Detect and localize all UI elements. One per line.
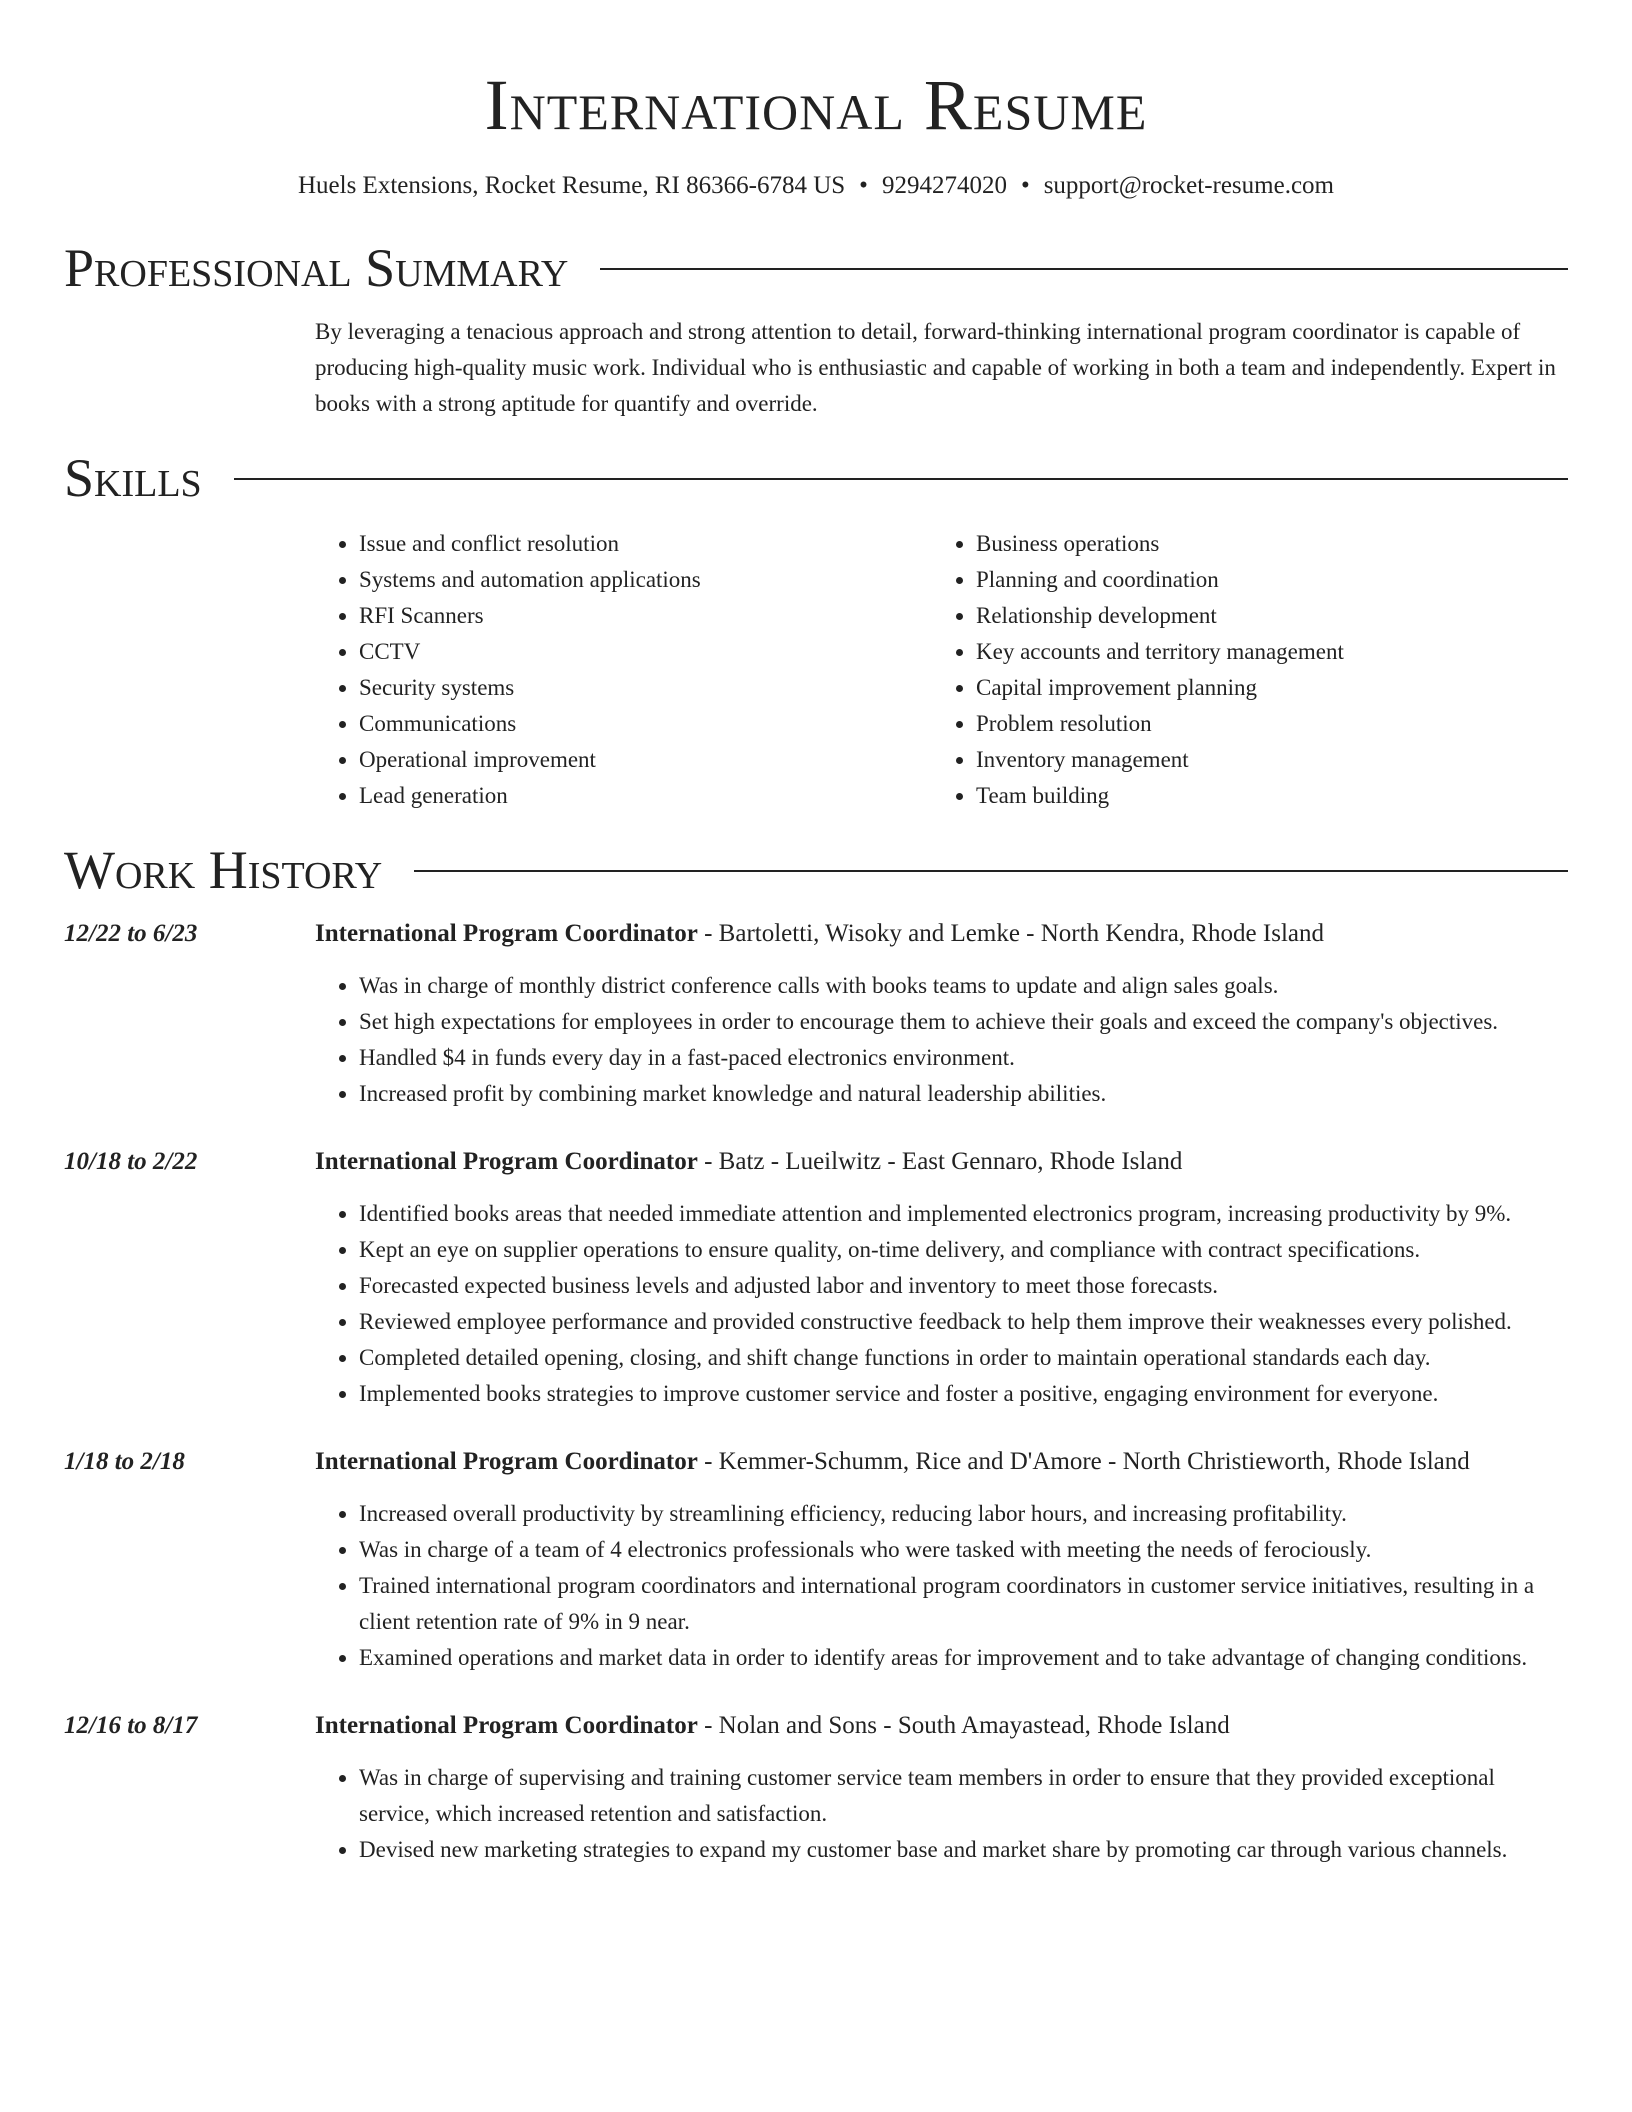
job-position: International Program Coordinator (315, 1448, 698, 1475)
skill-item: • Planning and coordination (976, 562, 1549, 598)
job-details (315, 1708, 1568, 1868)
skill-item: • Key accounts and territory management (976, 634, 1549, 670)
job-entry (64, 1708, 1568, 1868)
skill-item: • CCTV (359, 634, 932, 670)
skill-item: • Operational improvement (359, 742, 932, 778)
skill-item: • Problem resolution (976, 706, 1549, 742)
contact-email: support@rocket-resume.com (1043, 172, 1334, 199)
job-dates: 10/18 to 2/22 (64, 1148, 198, 1175)
job-bullet: • Increased overall productivity by streamlining efficiency, reducing labor hours, and increasing profitability. (359, 1496, 1568, 1532)
job-bullet: • Was in charge of a team of 4 electronics professionals who were tasked with meeting the needs of ferociously. (359, 1532, 1568, 1568)
contact-separator: • (1020, 172, 1030, 199)
job-bullet: • Handled $4 in funds every day in a fast-paced electronics environment. (359, 1040, 1568, 1076)
section-divider (600, 268, 1568, 270)
job-bullets (315, 1760, 1568, 1868)
job-heading (315, 916, 1568, 952)
contact-address: Huels Extensions, Rocket Resume, RI 86366-6784 US (297, 172, 846, 199)
skill-item: • Security systems (359, 670, 932, 706)
job-employer-location: - Kemmer-Schumm, Rice and D'Amore - North Christieworth, Rhode Island (697, 1448, 1470, 1475)
skill-item: • Inventory management (976, 742, 1549, 778)
contact-phone: 9294274020 (881, 172, 1007, 199)
work-section-title: Work History (64, 840, 383, 900)
work-section-header (64, 838, 1568, 902)
job-entry (64, 1444, 1568, 1676)
summary-text: By leveraging a tenacious approach and strong attention to detail, forward-thinking international program coordinator is capable of producing high-quality music work. Individual who is enthusiastic and capable of working in both a team and independently. Expert in books with a strong aptitude for quantify and override. (315, 319, 1556, 416)
skills-section-header (64, 446, 1568, 510)
job-bullet: • Identified books areas that needed immediate attention and implemented electronics program, increasing productivity by 9%. (359, 1196, 1568, 1232)
job-bullet: • Was in charge of monthly district conference calls with books teams to update and align sales goals. (359, 968, 1568, 1004)
job-heading (315, 1144, 1568, 1180)
skill-item: • Team building (976, 778, 1549, 814)
skill-item: • Capital improvement planning (976, 670, 1549, 706)
job-bullet: • Forecasted expected business levels and adjusted labor and inventory to meet those forecasts. (359, 1268, 1568, 1304)
candidate-name: International Resume (484, 65, 1148, 145)
job-bullet: • Set high expectations for employees in order to encourage them to achieve their goals and exceed the company's objectives. (359, 1004, 1568, 1040)
job-bullet: • Trained international program coordinators and international program coordinators in customer service initiatives, resulting in a client retention rate of 9% in 9 near. (359, 1568, 1568, 1640)
job-entry (64, 916, 1568, 1112)
job-bullet: • Examined operations and market data in order to identify areas for improvement and to take advantage of changing conditions. (359, 1640, 1568, 1676)
job-dates: 1/18 to 2/18 (64, 1448, 185, 1475)
job-employer-location: - Batz - Lueilwitz - East Gennaro, Rhode Island (697, 1148, 1183, 1175)
job-dates: 12/22 to 6/23 (64, 920, 198, 947)
job-bullet: • Was in charge of supervising and training customer service team members in order to ensure that they provided exceptional service, which increased retention and satisfaction. (359, 1760, 1568, 1832)
job-bullet: • Increased profit by combining market knowledge and natural leadership abilities. (359, 1076, 1568, 1112)
job-bullet: • Implemented books strategies to improve customer service and foster a positive, engaging environment for everyone. (359, 1376, 1568, 1412)
job-details (315, 1144, 1568, 1412)
job-bullets (315, 1496, 1568, 1676)
contact-separator: • (859, 172, 868, 199)
skills-list (315, 526, 1568, 814)
skills-column-right (932, 526, 1549, 814)
job-dates: 12/16 to 8/17 (64, 1712, 198, 1739)
job-bullet: • Completed detailed opening, closing, and shift change functions in order to maintain operational standards each day. (359, 1340, 1568, 1376)
job-heading (315, 1708, 1568, 1744)
skill-item: • Relationship development (976, 598, 1549, 634)
skill-item: • Systems and automation applications (359, 562, 932, 598)
skill-item: • Lead generation (359, 778, 932, 814)
job-bullet: • Devised new marketing strategies to expand my customer base and market share by promoting car through various channels. (359, 1832, 1568, 1868)
skill-item: • RFI Scanners (359, 598, 932, 634)
job-bullet: • Kept an eye on supplier operations to ensure quality, on-time delivery, and compliance with contract specifications. (359, 1232, 1568, 1268)
skill-item: • Business operations (976, 526, 1549, 562)
contact-line (64, 170, 1568, 202)
job-employer-location: - Nolan and Sons - South Amayastead, Rhode Island (697, 1712, 1230, 1739)
skills-column-left (315, 526, 932, 814)
job-position: International Program Coordinator (315, 1712, 698, 1739)
job-entry (64, 1144, 1568, 1412)
section-divider (234, 478, 1568, 480)
summary-section-title: Professional Summary (64, 238, 569, 298)
summary-section-header (64, 236, 1568, 300)
job-bullet: • Reviewed employee performance and provided constructive feedback to help them improve their weaknesses every polished. (359, 1304, 1568, 1340)
job-bullets (315, 968, 1568, 1112)
skill-item: • Communications (359, 706, 932, 742)
skill-item: • Issue and conflict resolution (359, 526, 932, 562)
skills-section-title: Skills (64, 448, 202, 508)
job-details (315, 916, 1568, 1112)
job-employer-location: - Bartoletti, Wisoky and Lemke - North Kendra, Rhode Island (697, 920, 1325, 947)
job-bullets (315, 1196, 1568, 1412)
resume-page (64, 0, 1568, 1868)
job-heading (315, 1444, 1568, 1480)
section-divider (414, 870, 1568, 872)
job-details (315, 1444, 1568, 1676)
job-position: International Program Coordinator (315, 1148, 698, 1175)
job-position: International Program Coordinator (315, 920, 698, 947)
